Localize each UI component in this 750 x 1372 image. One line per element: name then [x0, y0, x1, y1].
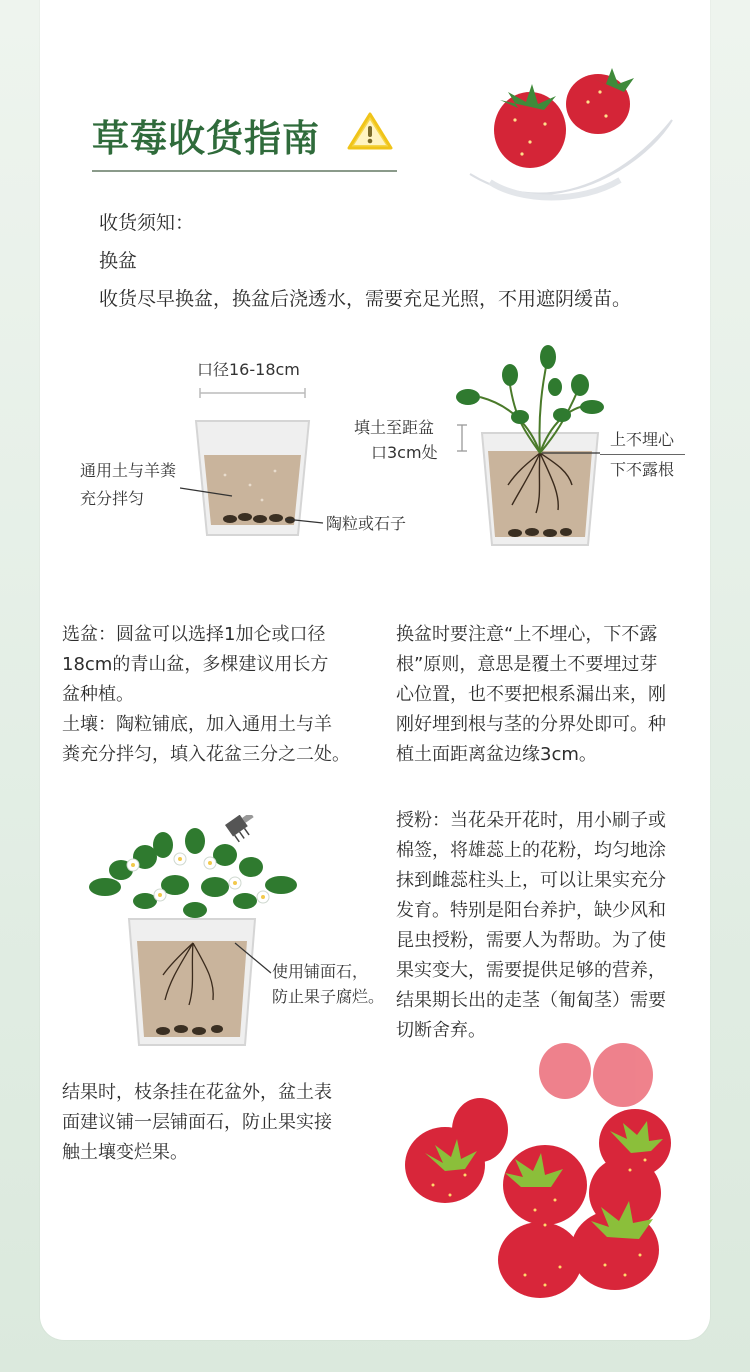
- pot-diameter-label: 口径16-18cm: [197, 360, 300, 379]
- rule-label-line1: 上不埋心: [610, 430, 675, 449]
- text-line: 切断舍弃。: [396, 1020, 486, 1041]
- text-line: 选盆：圆盆可以选择1加仑或口径: [62, 624, 326, 645]
- section-heading: 换盆: [99, 250, 138, 272]
- text-line: 刚好埋到根与茎的分界处即可。种: [396, 714, 666, 735]
- text-line: 结果期长出的走茎（匍匐茎）需要: [396, 990, 666, 1011]
- title-underline: [92, 170, 397, 172]
- strawberry-pile-image: [395, 1035, 685, 1300]
- strawberry-milk-image: [460, 62, 685, 212]
- planted-strawberry-diagram: [450, 345, 610, 550]
- intro-text: 收货尽早换盆，换盆后浇透水，需要充足光照，不用遮阴缓苗。: [99, 288, 632, 310]
- text-line: 根”原则，意思是覆土不要埋过芽: [396, 654, 658, 675]
- soil-pointer-line: [180, 470, 235, 500]
- text-line: 粪充分拌匀，填入花盆三分之二处。: [62, 744, 350, 765]
- fruiting-text-block: [62, 1078, 332, 1168]
- text-line: 棉签，将雄蕊上的花粉，均匀地涂: [396, 840, 666, 861]
- left-text-block: [62, 620, 350, 770]
- text-line: 面建议铺一层铺面石，防止果实接: [62, 1112, 332, 1133]
- rule-divider: [600, 454, 685, 455]
- pebble-pointer-line: [285, 515, 325, 527]
- fill-label-line1: 填土至距盆: [354, 418, 435, 437]
- text-line: 18cm的青山盆，多棵建议用长方: [62, 654, 329, 675]
- warning-triangle-icon: [346, 111, 394, 151]
- text-line: 抹到雌蕊柱头上，可以让果实充分: [396, 870, 666, 891]
- pollination-text-block: [396, 806, 666, 1046]
- text-line: 昆虫授粉，需要人为帮助。为了使: [396, 930, 666, 951]
- text-line: 果实变大，需要提供足够的营养，: [396, 960, 666, 981]
- stone-label-line1: 使用铺面石，: [272, 962, 369, 981]
- text-line: 发育。特别是阳台养护，缺少风和: [396, 900, 666, 921]
- fill-label-line2: 口3cm处: [371, 443, 438, 462]
- soil-label-line2: 充分拌匀: [80, 489, 145, 508]
- text-line: 心位置，也不要把根系漏出来，刚: [396, 684, 666, 705]
- text-line: 土壤：陶粒铺底，加入通用土与羊: [62, 714, 332, 735]
- text-line: 换盆时要注意“上不埋心，下不露: [396, 624, 658, 645]
- text-line: 盆种植。: [62, 684, 134, 705]
- pebble-label: 陶粒或石子: [326, 514, 407, 533]
- flowering-plant-diagram: [85, 815, 305, 1050]
- text-line: 触土壤变烂果。: [62, 1142, 188, 1163]
- stone-label-line2: 防止果子腐烂。: [272, 987, 385, 1006]
- notice-label: 收货须知：: [99, 212, 195, 234]
- rule-label-line2: 下不露根: [610, 460, 675, 479]
- text-line: 授粉：当花朵开花时，用小刷子或: [396, 810, 666, 831]
- text-line: 植土面距离盆边缘3cm。: [396, 744, 597, 765]
- soil-label-line1: 通用土与羊粪: [80, 461, 177, 480]
- page-title: 草莓收货指南: [92, 117, 320, 160]
- text-line: 结果时，枝条挂在花盆外，盆土表: [62, 1082, 332, 1103]
- right-text-block: [396, 620, 666, 770]
